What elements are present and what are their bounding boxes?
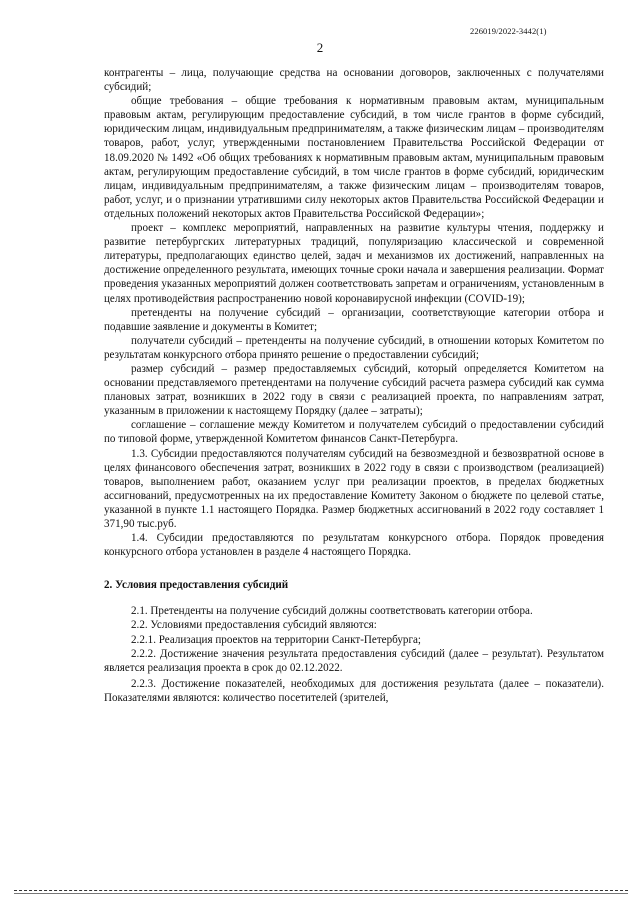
section-heading: 2. Условия предоставления субсидий xyxy=(104,579,289,592)
page-number: 2 xyxy=(316,40,324,55)
paragraph-project: проект – комплекс мероприятий, направленных на развитие культуры чтения, поддержку и развитие петербургских литературных традиций, популяризацию классической и современной литературы, предполагающих единство целей, задач и механизмов их достижений, направленных на достижение определенного результата, имеющих точные сроки начала и завершения реализации. Формат проведения указанных мероприятий должен соответствовать запретам и ограничениям, установленным в целях противодействия распространению новой коронавирусной инфекции (COVID-19); xyxy=(104,222,604,305)
paragraph-contractors: контрагенты – лица, получающие средства на основании договоров, заключенных с получателями субсидий; xyxy=(104,67,604,94)
paragraph-recipients: получатели субсидий – претенденты на получение субсидий, в отношении которых Комитетом по результатам конкурсного отбора принято решение о предоставлении субсидий; xyxy=(104,334,604,361)
paragraph-applicants: претенденты на получение субсидий – организации, соответствующие категории отбора и подавшие заявление и документы в Комитет; xyxy=(104,306,604,333)
paragraph-2-1: 2.1. Претенденты на получение субсидий должны соответствовать категории отбора. xyxy=(131,605,533,618)
footer-divider xyxy=(14,890,628,891)
paragraph-1-3: 1.3. Субсидии предоставляются получателям субсидий на безвозмездной и безвозвратной основе в целях финансового обеспечения затрат, возникших в 2022 году в связи с производством (реализацией) товаров, выполнением работ, оказанием услуг при реализации проектов, в пределах бюджетных ассигнований, предусмотренных на их предоставление Комитету Законом о бюджете по целевой статье, указанной в пункте 1.1 настоящего Порядка. Размер бюджетных ассигнований в 2022 году составляет 1 371,90 тыс.руб. xyxy=(104,447,604,530)
paragraph-2-2-1: 2.2.1. Реализация проектов на территории Санкт-Петербурга; xyxy=(131,633,422,646)
paragraph-2-2-3: 2.2.3. Достижение показателей, необходимых для достижения результата (далее – показатели). Показателями являются: количество посетителей (зрителей, xyxy=(104,677,604,704)
document-body xyxy=(104,66,604,705)
footer-divider-line xyxy=(14,893,628,894)
paragraph-agreement: соглашение – соглашение между Комитетом и получателем субсидий о предоставлении субсидий по типовой форме, утвержденной Комитетом финансов Санкт-Петербурга. xyxy=(104,419,604,446)
paragraph-2-2-2: 2.2.2. Достижение значения результата предоставления субсидий (далее – результат). Результатом является реализация проекта в срок до 02.12.2022. xyxy=(104,647,604,674)
paragraph-1-4: 1.4. Субсидии предоставляются по результатам конкурсного отбора. Порядок проведения конкурсного отбора установлен в разделе 4 настоящего Порядка. xyxy=(104,532,604,559)
document-id: 226019/2022-3442(1) xyxy=(470,26,547,36)
paragraph-2-2: 2.2. Условиями предоставления субсидий являются: xyxy=(131,619,377,632)
paragraph-subsidy-size: размер субсидий – размер предоставляемых субсидий, который определяется Комитетом на основании представляемого претендентами на получение субсидий расчета размера субсидий как сумма плановых затрат, возникших в 2022 году в связи с реализацией проекта, по направлениям затрат, указанным в приложении к настоящему Порядку (далее – затраты); xyxy=(104,362,604,418)
paragraph-general-requirements: общие требования – общие требования к нормативным правовым актам, муниципальным правовым актам, регулирующим предоставление субсидий, в том числе грантов в форме субсидий, юридическим лицам, индивидуальным предпринимателям, а также физическим лицам – производителям товаров, работ, услуг, утвержденными постановлением Правительства Российской Федерации от 18.09.2020 № 1492 «Об общих требованиях к нормативным правовым актам, муниципальным правовым актам, регулирующим предоставление субсидий, в том числе грантов в форме субсидий, юридическим лицам, индивидуальным предпринимателям, а также физическим лицам – производителям товаров, работ, услуг, и о признании утратившими силу некоторых актов Правительства Российской Федерации и отдельных положений некоторых актов Правительства Российской Федерации»; xyxy=(104,95,604,220)
